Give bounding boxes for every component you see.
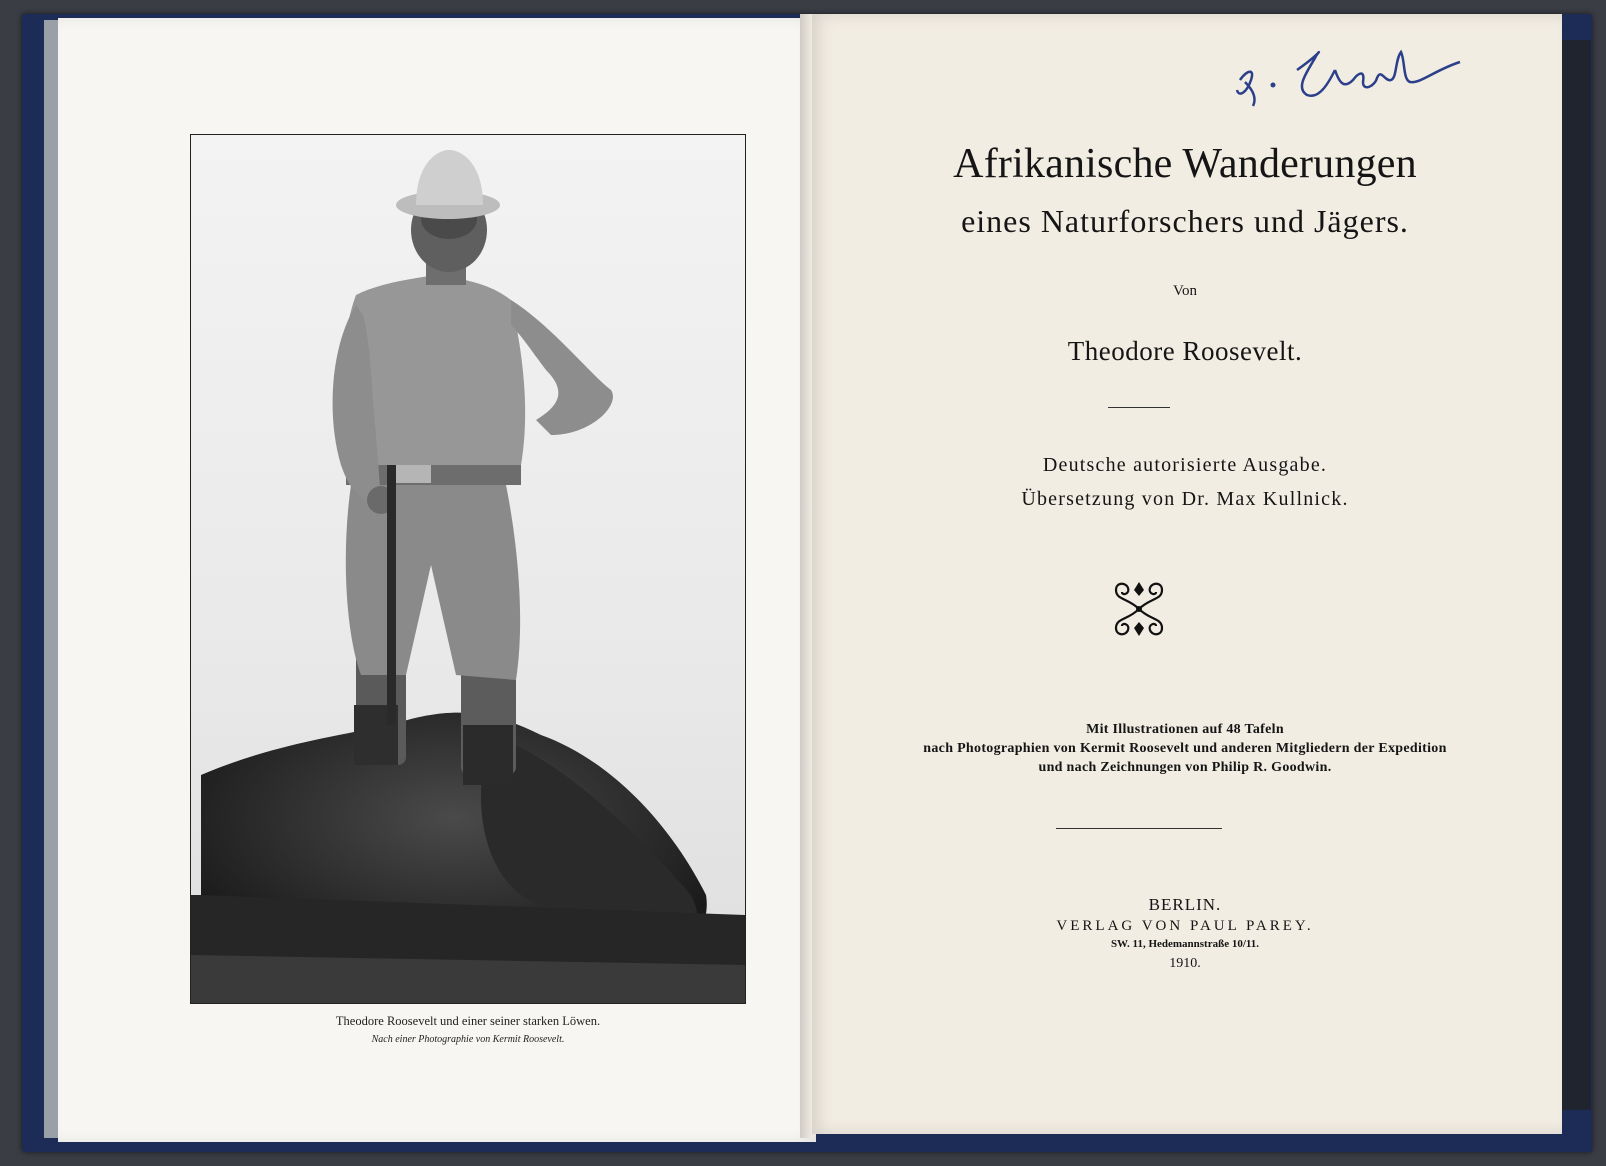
short-rule	[1108, 407, 1170, 408]
illustrations-line: Mit Illustrationen auf 48 Tafeln	[1086, 722, 1284, 737]
illustrations-line: und nach Zeichnungen von Philip R. Goodwin.	[1038, 760, 1332, 775]
publisher-name: VERLAG VON PAUL PAREY.	[1056, 918, 1314, 934]
hunter-with-lion-image	[191, 135, 745, 1003]
translator-line: Übersetzung von Dr. Max Kullnick.	[1021, 488, 1349, 510]
illustrations-line: nach Photographien von Kermit Roosevelt und anderen Mitgliedern der Expedition	[923, 741, 1447, 756]
handwritten-signature	[1235, 40, 1465, 110]
book-subtitle: eines Naturforschers und Jägers.	[961, 203, 1409, 239]
printer-ornament-icon	[1108, 578, 1170, 640]
publisher-address: SW. 11, Hedemannstraße 10/11.	[1110, 938, 1260, 950]
edition-block	[808, 448, 1562, 516]
frontispiece-caption: Theodore Roosevelt und einer seiner starken Löwen.	[335, 1014, 601, 1028]
illustrations-note	[808, 720, 1562, 777]
frontispiece-credit: Nach einer Photographie von Kermit Roosevelt.	[371, 1034, 565, 1045]
publication-year: 1910.	[1169, 956, 1201, 971]
author-name: Theodore Roosevelt.	[1067, 336, 1303, 366]
edition-line: Deutsche autorisierte Ausgabe.	[1042, 454, 1328, 476]
frontispiece-photo	[190, 134, 746, 1004]
long-rule	[1056, 828, 1222, 829]
by-label: Von	[1173, 283, 1197, 299]
publisher-city: BERLIN.	[1148, 895, 1222, 914]
book-title: Afrikanische Wanderungen	[953, 141, 1417, 187]
